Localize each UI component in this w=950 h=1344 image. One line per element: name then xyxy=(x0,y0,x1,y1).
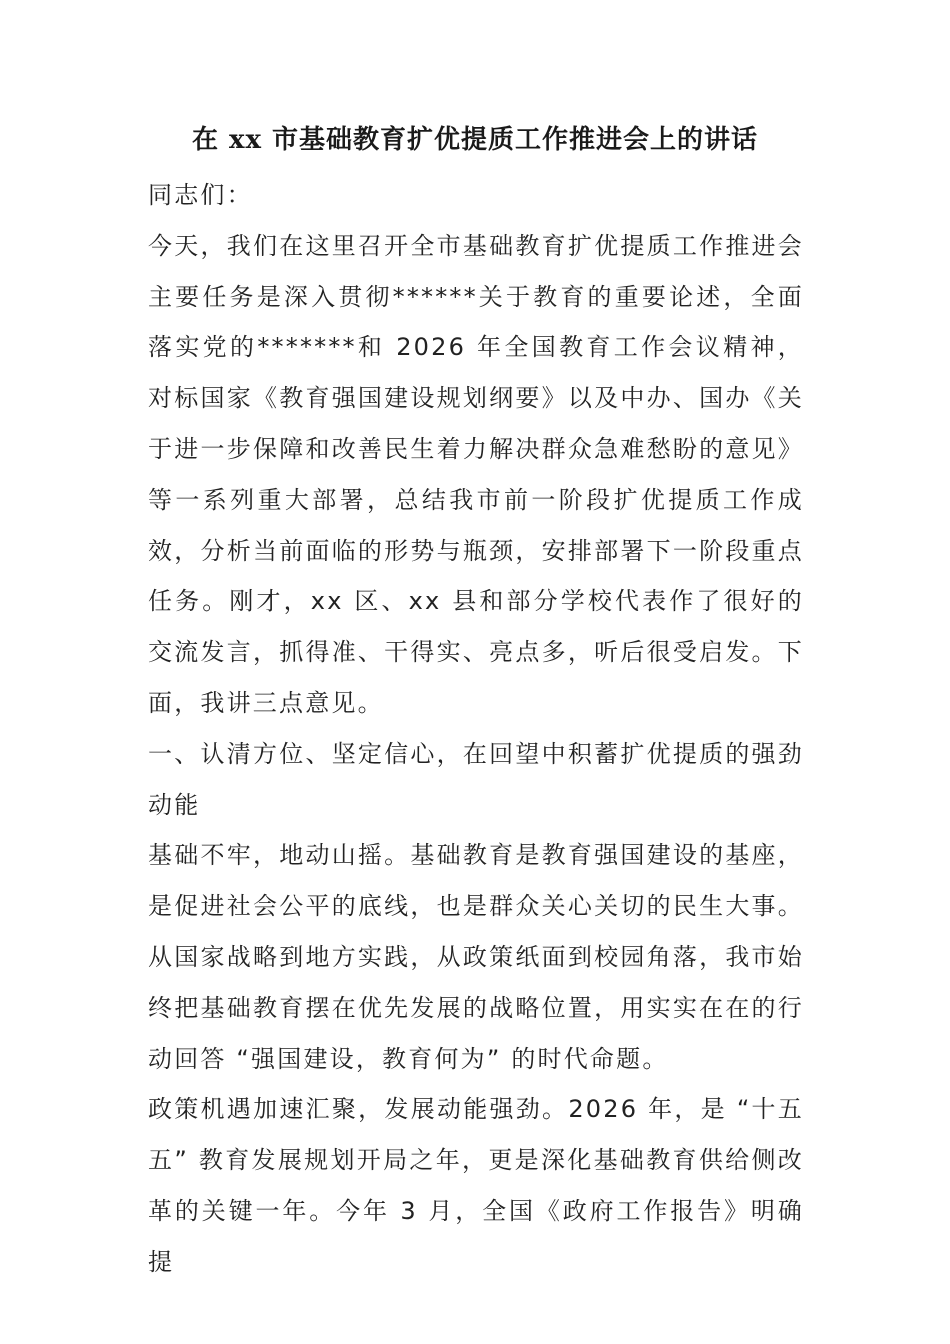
section-one-heading: 一、认清方位、坚定信心，在回望中积蓄扩优提质的强劲动能 xyxy=(148,739,804,819)
intro-paragraph: 今天，我们在这里召开全市基础教育扩优提质工作推进会主要任务是深入贯彻******关于教育的重要论述，全面落实党的*******和 2026 年全国教育工作会议精神，对标国家《教育强国建设规划纲要》以及中办、国办《关于进一步保障和改善民生着力解决群众急难愁盼的意见》等一系列重大部署，总结我市前一阶段扩优提质工作成效，分析当前面临的形势与瓶颈，安排部署下一阶段重点任务。刚才，xx 区、xx 县和部分学校代表作了很好的交流发言，抓得准、干得实、亮点多，听后很受启发。下面，我讲三点意见。 xyxy=(148,231,804,717)
document-title: 在 xx 市基础教育扩优提质工作推进会上的讲话 xyxy=(191,125,759,155)
document-body xyxy=(148,170,804,1288)
body-paragraph: 基础不牢，地动山摇。基础教育是教育强国建设的基座，是促进社会公平的底线，也是群众关心关切的民生大事。从国家战略到地方实践，从政策纸面到校园角落，我市始终把基础教育摆在优先发展的战略位置，用实实在在的行动回答 “强国建设，教育何为” 的时代命题。 xyxy=(148,841,804,1073)
body-paragraph: 政策机遇加速汇聚，发展动能强劲。2026 年，是 “十五五” 教育发展规划开局之年，更是深化基础教育供给侧改革的关键一年。今年 3 月，全国《政府工作报告》明确提 xyxy=(148,1095,804,1276)
salutation-paragraph: 同志们： xyxy=(148,181,253,209)
